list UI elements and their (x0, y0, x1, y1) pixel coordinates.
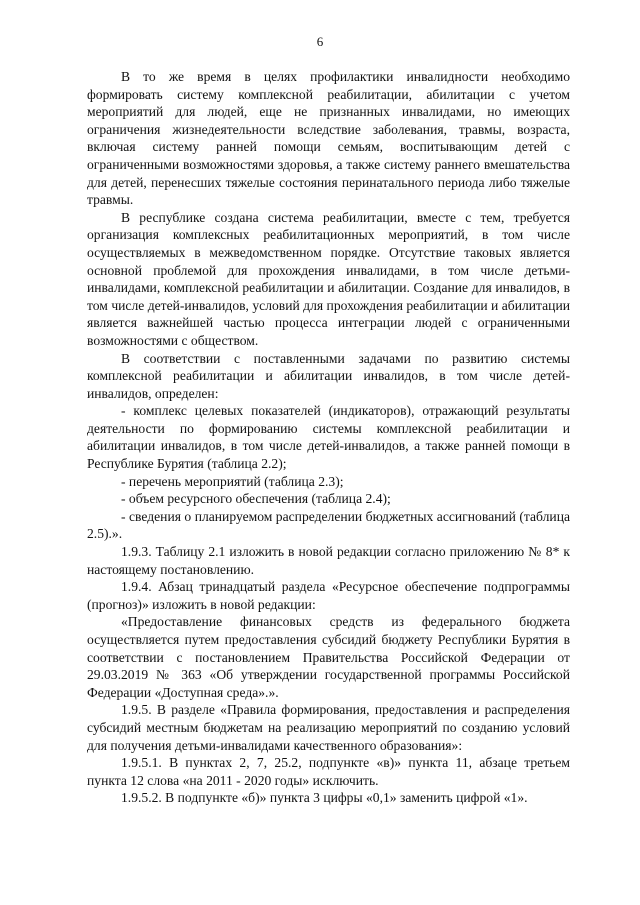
paragraph: 1.9.4. Абзац тринадцатый раздела «Ресурсное обеспечение подпрограммы (прогноз)» изложить в новой редакции: (87, 579, 570, 612)
paragraph: 1.9.5. В разделе «Правила формирования, предоставления и распределения субсидий местным бюджетам на реализацию мероприятий по созданию условий для получения детьми-инвалидами качественного образования»: (87, 702, 570, 753)
page-number: 6 (316, 34, 324, 49)
paragraph: В то же время в целях профилактики инвалидности необходимо формировать систему комплексной реабилитации, абилитации с учетом мероприятий для людей, еще не признанных инвалидами, но имеющих ограничения жизнедеятельности вследствие заболевания, травмы, возраста, включая систему ранней помощи семьям, воспитывающим детей с ограниченными возможностями здоровья, а также систему раннего вмешательства для детей, перенесших тяжелые состояния перинатального периода либо тяжелые травмы. (87, 69, 570, 208)
paragraph: В соответствии с поставленными задачами по развитию системы комплексной реабилитации и абилитации инвалидов, в том числе детей-инвалидов, определен: (87, 350, 570, 401)
list-item: - комплекс целевых показателей (индикаторов), отражающий результаты деятельности по формированию системы комплексной реабилитации и абилитации инвалидов, в том числе детей-инвалидов, а также ранней помощи в Республике Бурятия (таблица 2.2); (87, 403, 570, 472)
paragraph: 1.9.5.1. В пунктах 2, 7, 25.2, подпункте «в)» пункта 11, абзаце третьем пункта 12 слова «на 2011 - 2020 годы» исключить. (87, 755, 570, 788)
list-item: - перечень мероприятий (таблица 2.3); (121, 473, 344, 489)
paragraph: В республике создана система реабилитации, вместе с тем, требуется организация комплексных реабилитационных мероприятий, в том числе осуществляемых в межведомственном порядке. Отсутствие таковых является основной проблемой для прохождения инвалидами, в том числе детьми-инвалидами, комплексной реабилитации и абилитации. Создание для инвалидов, в том числе детей-инвалидов, условий для прохождения реабилитации и абилитации является важнейшей частью процесса интеграции людей с ограниченными возможностями с обществом. (87, 209, 570, 348)
paragraph: 1.9.5.2. В подпункте «б)» пункта 3 цифры «0,1» заменить цифрой «1». (121, 790, 528, 806)
list-item: - сведения о планируемом распределении бюджетных ассигнований (таблица 2.5).». (87, 508, 570, 542)
paragraph: «Предоставление финансовых средств из федерального бюджета осуществляется путем предоставления субсидий бюджету Республики Бурятия в соответствии с постановлением Правительства Российской Федерации от 29.03.2019 № 363 «Об утверждении государственной программы Российской Федерации «Доступная среда».». (87, 614, 570, 700)
document-body (87, 68, 570, 807)
list-item: - объем ресурсного обеспечения (таблица 2.4); (121, 491, 391, 507)
paragraph: 1.9.3. Таблицу 2.1 изложить в новой редакции согласно приложению № 8* к настоящему постановлению. (87, 544, 570, 577)
